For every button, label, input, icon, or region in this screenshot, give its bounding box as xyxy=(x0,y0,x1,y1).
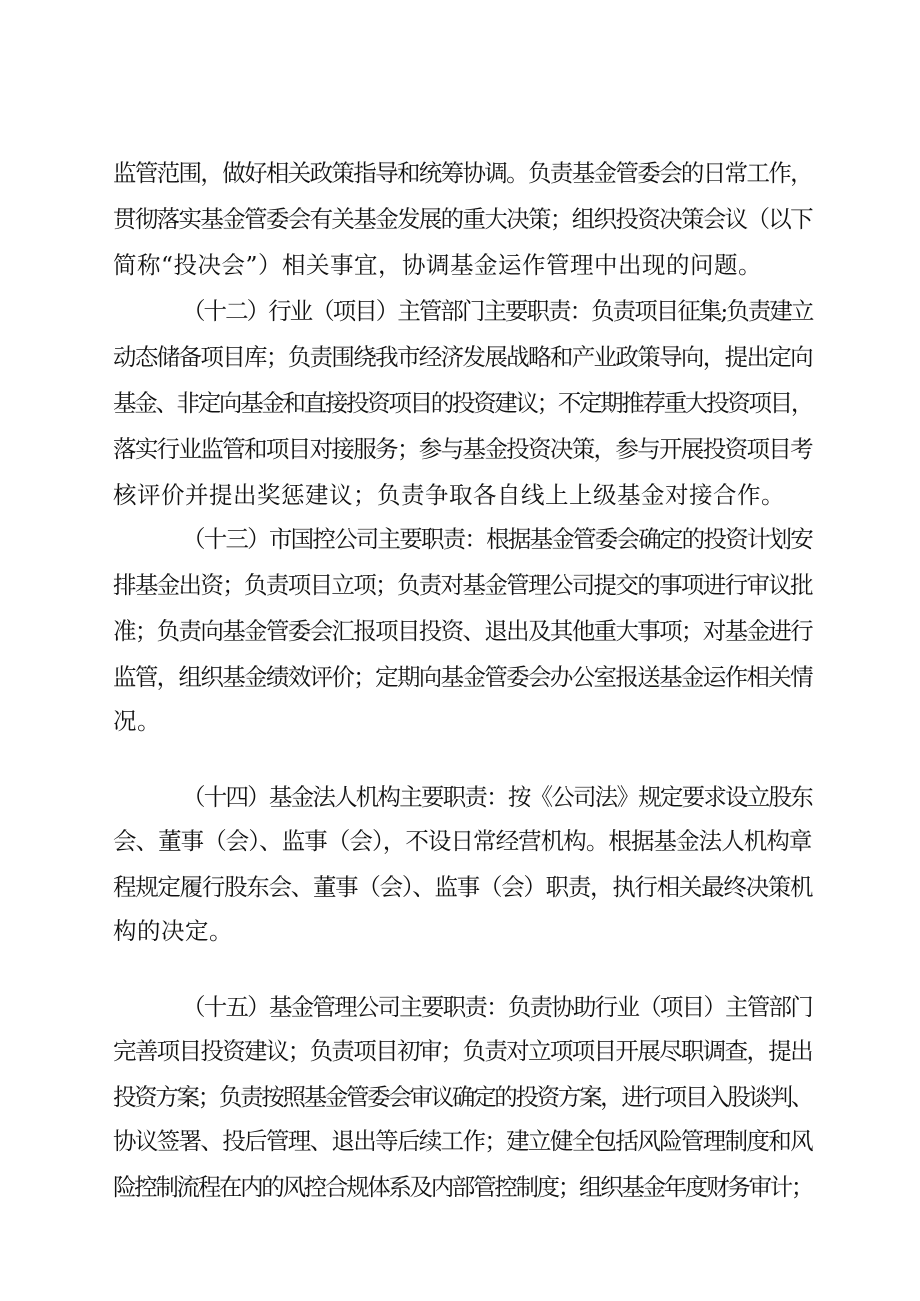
text-line: 监管范围，做好相关政策指导和统筹协调。负责基金管委会的日常工作， xyxy=(113,159,812,187)
text-line: 基金、非定向基金和直接投资项目的投资建议；不定期推荐重大投资项目， xyxy=(113,389,812,417)
text-line: 投资方案；负责按照基金管委会审议确定的投资方案，进行项目入股谈判、 xyxy=(113,1083,812,1111)
text-line: 排基金出资；负责项目立项；负责对基金管理公司提交的事项进行审议批 xyxy=(113,571,812,599)
text-line: 险控制流程在内的风控合规体系及内部管控制度；组织基金年度财务审计； xyxy=(113,1173,812,1201)
paragraph-13-first-line: （十三）市国控公司主要职责：根据基金管委会确定的投资计划安 xyxy=(182,525,812,553)
text-line: 构的决定。 xyxy=(113,917,233,945)
text-line: 准；负责向基金管委会汇报项目投资、退出及其他重大事项；对基金进行 xyxy=(113,617,812,645)
text-line: 完善项目投资建议；负责项目初审；负责对立项项目开展尽职调查，提出 xyxy=(113,1037,812,1065)
text-line: 况。 xyxy=(113,707,161,735)
text-line: 动态储备项目库；负责围绕我市经济发展战略和产业政策导向，提出定向 xyxy=(113,343,812,371)
text-line: 程规定履行股东会、董事（会）、监事（会）职责，执行相关最终决策机 xyxy=(113,873,813,901)
text-line: 会、董事（会）、监事（会），不设日常经营机构。根据基金法人机构章 xyxy=(113,827,812,855)
text-line: 监管，组织基金绩效评价；定期向基金管委会办公室报送基金运作相关情 xyxy=(113,663,812,691)
text-line: 简称“投决会”）相关事宜，协调基金运作管理中出现的问题。 xyxy=(113,251,763,279)
paragraph-14-first-line: （十四）基金法人机构主要职责：按《公司法》规定要求设立股东 xyxy=(182,783,812,811)
text-line: 核评价并提出奖惩建议；负责争取各自线上上级基金对接合作。 xyxy=(113,481,785,509)
paragraph-15-first-line: （十五）基金管理公司主要职责：负责协助行业（项目）主管部门 xyxy=(182,993,812,1021)
paragraph-12-first-line: （十二）行业（项目）主管部门主要职责：负责项目征集;负责建立 xyxy=(182,297,813,325)
text-line: 贯彻落实基金管委会有关基金发展的重大决策；组织投资决策会议（以下 xyxy=(113,205,812,233)
text-line: 协议签署、投后管理、退出等后续工作；建立健全包括风险管理制度和风 xyxy=(113,1127,812,1155)
text-line: 落实行业监管和项目对接服务；参与基金投资决策，参与开展投资项目考 xyxy=(113,435,812,463)
